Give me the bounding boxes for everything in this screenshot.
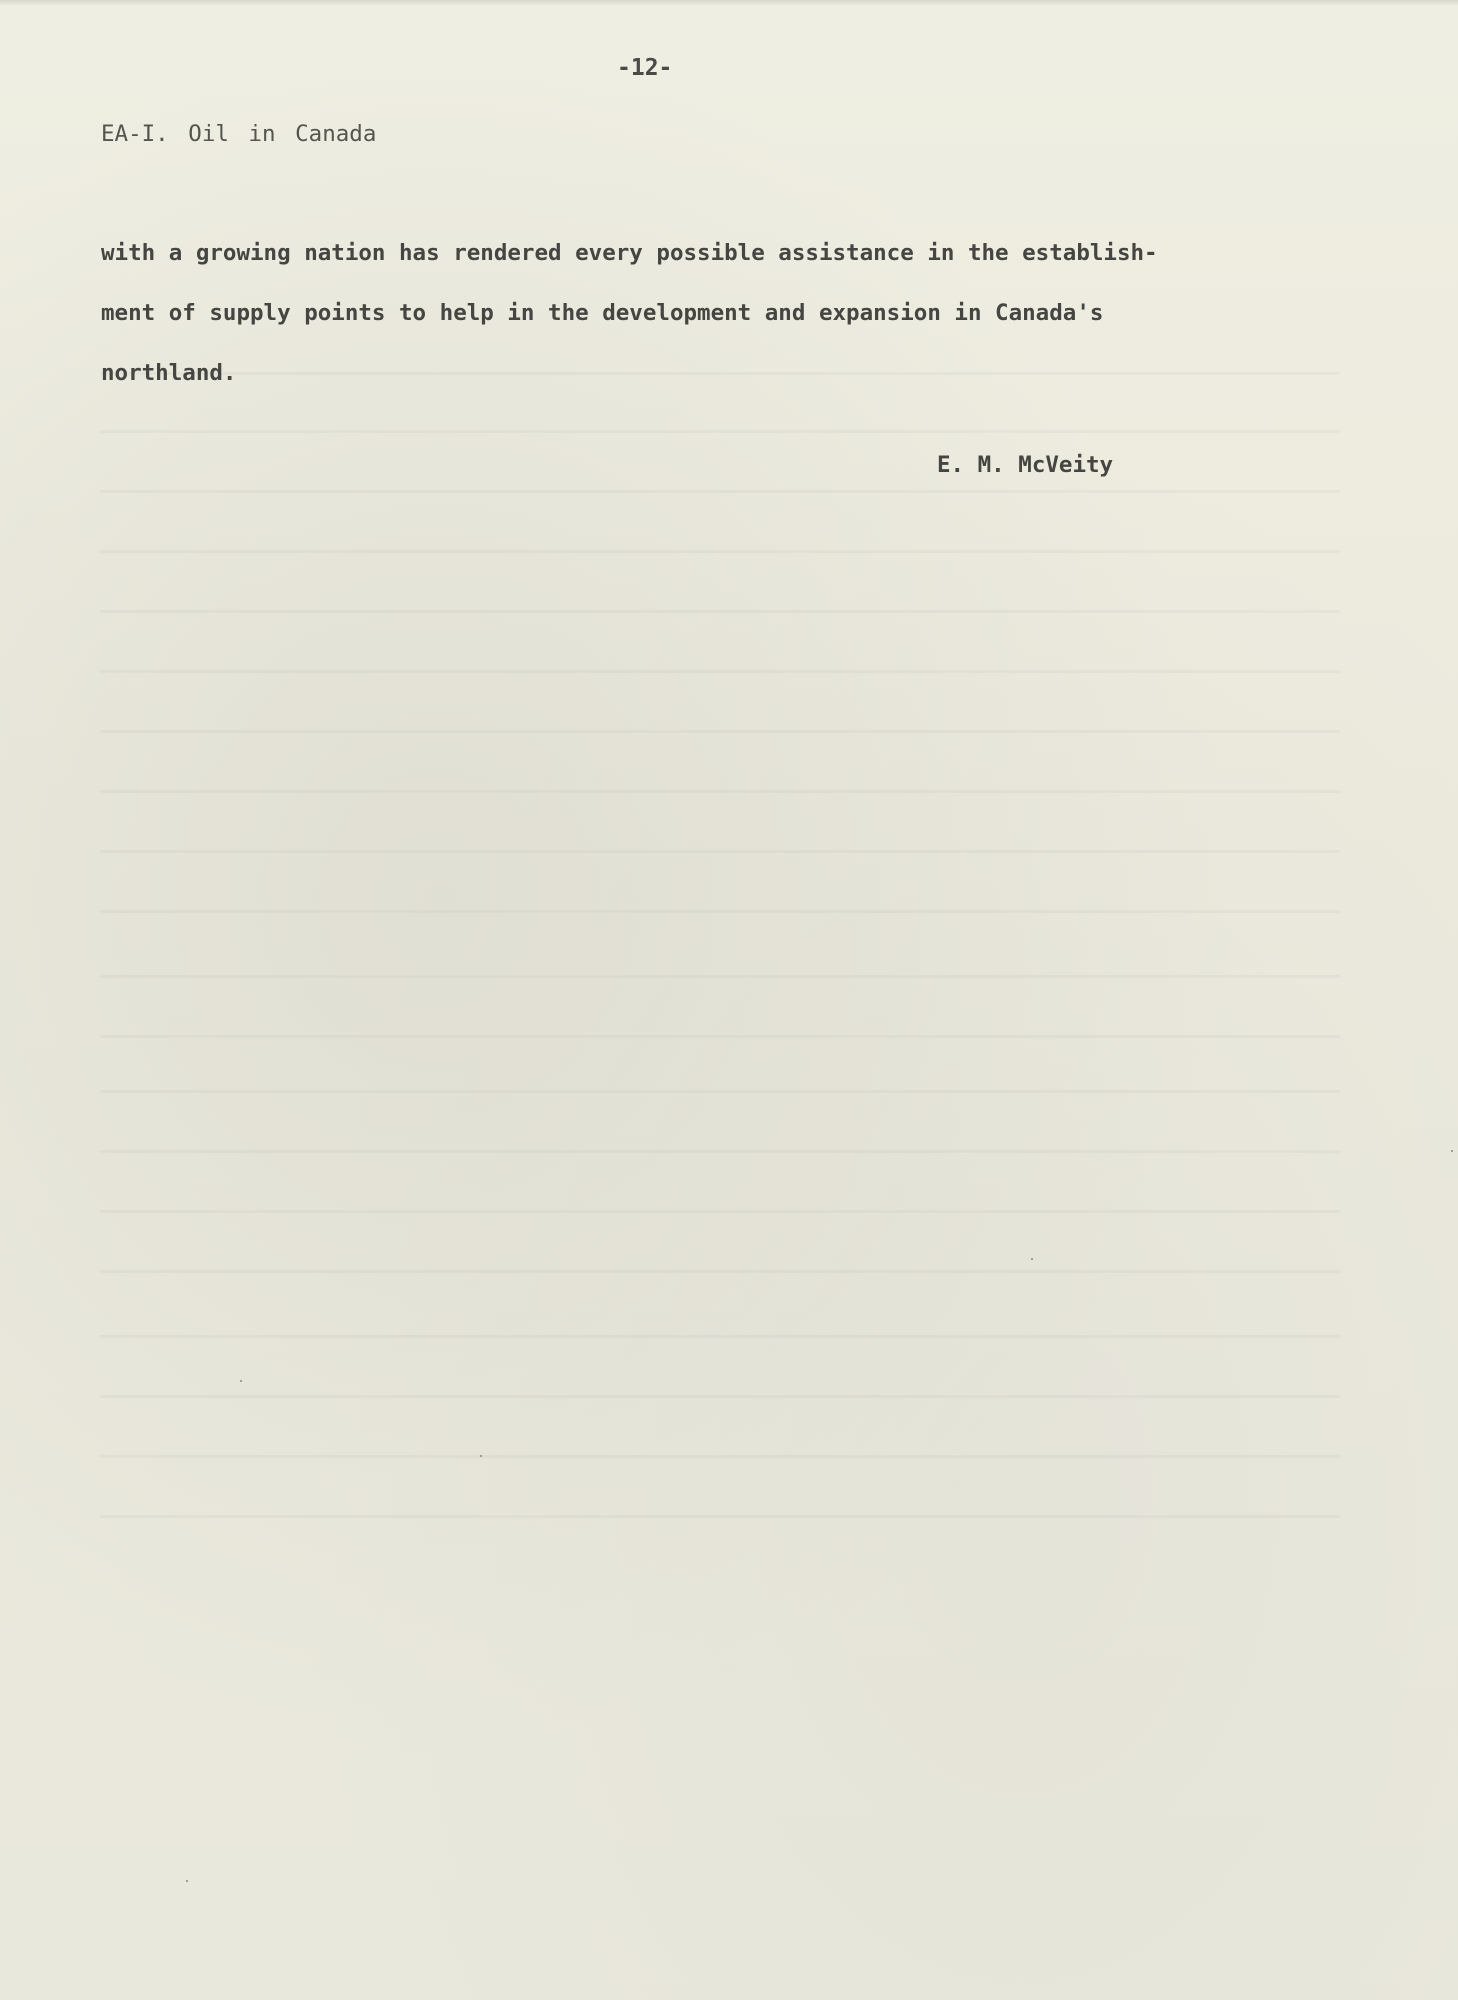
show-through-line <box>100 1035 1340 1038</box>
show-through-line <box>100 730 1340 733</box>
show-through-line <box>100 910 1340 913</box>
show-through-line <box>100 1150 1340 1153</box>
paper-top-edge <box>0 0 1458 6</box>
show-through-line <box>100 1515 1340 1518</box>
author-signature: E. M. McVeity <box>937 452 1114 478</box>
show-through-line <box>100 1210 1340 1213</box>
paper-speck <box>1451 1150 1453 1152</box>
paper-speck <box>1031 1258 1033 1260</box>
show-through-line <box>100 1335 1340 1338</box>
body-text-line: northland. <box>101 360 237 386</box>
paper-speck <box>186 1880 188 1882</box>
show-through-line <box>100 975 1340 978</box>
show-through-line <box>100 430 1340 433</box>
show-through-line <box>100 372 1340 375</box>
show-through-line <box>100 610 1340 613</box>
body-text-line: with a growing nation has rendered every possible assistance in the establish- <box>101 240 1158 266</box>
show-through-line <box>100 1455 1340 1458</box>
section-heading: EA-I. Oil in Canada <box>101 121 377 147</box>
show-through-line <box>100 550 1340 553</box>
show-through-line <box>100 790 1340 793</box>
paper-speck <box>240 1380 242 1382</box>
body-text-line: ment of supply points to help in the development and expansion in Canada's <box>101 300 1104 326</box>
show-through-line <box>100 1270 1340 1273</box>
show-through-line <box>100 670 1340 673</box>
page-number: -12- <box>617 55 673 81</box>
show-through-line <box>100 1395 1340 1398</box>
show-through-line <box>100 490 1340 493</box>
paper-speck <box>480 1455 482 1457</box>
show-through-line <box>100 850 1340 853</box>
show-through-line <box>100 1090 1340 1093</box>
